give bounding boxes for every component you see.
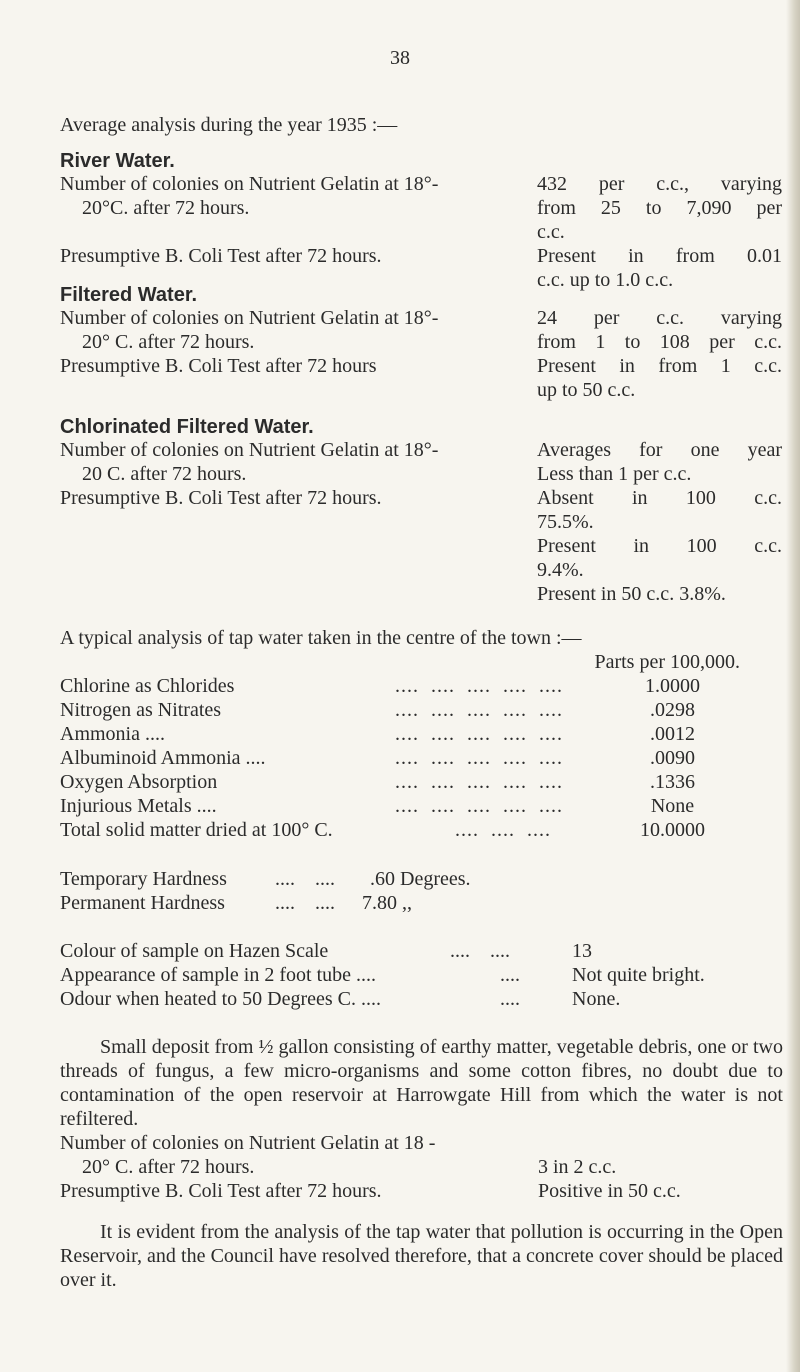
river-left-line: Presumptive B. Coli Test after 72 hours.: [60, 245, 382, 267]
deposit-test-row: [60, 1179, 783, 1203]
chlorinated-left-line: Number of colonies on Nutrient Gelatin at 18°-: [60, 439, 439, 461]
chlorinated-right-column: [537, 438, 782, 606]
analysis-value: .0090: [650, 747, 695, 769]
deposit-paragraph: Small deposit from ½ gallon consisting of earthy matter, vegetable debris, one or two threads of fungus, a few micro-organisms and some cotton fibres, no doubt due to contamination of the open reservoir at Harrowgate Hill from which the water is not refiltered.: [60, 1036, 783, 1130]
deposit-test-label: Number of colonies on Nutrient Gelatin at 18 -: [60, 1132, 436, 1154]
analysis-row: [60, 746, 740, 770]
analysis-value: .0012: [650, 723, 695, 745]
chlorinated-right-line: Present in 50 c.c. 3.8%.: [537, 583, 726, 605]
observation-value: None.: [572, 988, 621, 1010]
analysis-value: None: [650, 795, 695, 817]
river-right-line: c.c. up to 1.0 c.c.: [537, 269, 674, 291]
section-heading-river: River Water.: [60, 150, 175, 172]
river-right-line: Present in from 0.01: [537, 245, 782, 267]
chlorinated-right-line: 75.5%.: [537, 511, 594, 533]
leader-dots: .... .... .... .... ....: [395, 723, 563, 745]
river-left-column: [60, 172, 500, 268]
analysis-value: 1.0000: [645, 675, 700, 697]
section-heading-filtered: Filtered Water.: [60, 284, 198, 306]
intro-text: Average analysis during the year 1935 :—: [60, 114, 398, 136]
chlorinated-right-line: Present in 100 c.c.: [537, 535, 782, 557]
analysis-value: .1336: [650, 771, 695, 793]
filtered-right-line: from 1 to 108 per c.c.: [537, 331, 782, 353]
analysis-row: [60, 674, 740, 698]
observation-row: [60, 939, 780, 963]
analysis-label: Chlorine as Chlorides: [60, 675, 235, 697]
observation-value: 13: [572, 940, 592, 962]
filtered-right-line: up to 50 c.c.: [537, 379, 636, 401]
analysis-label: Total solid matter dried at 100° C.: [60, 819, 333, 841]
leader-dots: .... .... .... .... ....: [395, 747, 563, 769]
leader-dots: .... ....: [275, 892, 335, 914]
filtered-left-line: Presumptive B. Coli Test after 72 hours: [60, 355, 377, 377]
leader-dots: .... .... .... .... ....: [395, 699, 563, 721]
deposit-test-label: [60, 1155, 783, 1179]
analysis-label: Injurious Metals ....: [60, 795, 217, 817]
filtered-left-line: 20° C. after 72 hours.: [82, 331, 255, 353]
filtered-right-column: [537, 306, 782, 402]
spacer: [60, 220, 500, 244]
chlorinated-right-line: Less than 1 per c.c.: [537, 463, 692, 485]
chlorinated-right-line: Averages for one year: [537, 439, 782, 461]
observation-label: Appearance of sample in 2 foot tube ....: [60, 964, 377, 986]
analysis-label: Ammonia ....: [60, 723, 165, 745]
analysis-label: Nitrogen as Nitrates: [60, 699, 222, 721]
chlorinated-right-line: 9.4%.: [537, 559, 584, 581]
filtered-right-line: Present in from 1 c.c.: [537, 355, 782, 377]
section-heading-chlorinated: Chlorinated Filtered Water.: [60, 416, 314, 438]
hardness-label: Permanent Hardness: [60, 892, 225, 914]
leader-dots: .... .... .... .... ....: [395, 795, 563, 817]
deposit-test-value: 3 in 2 c.c.: [538, 1156, 617, 1178]
observation-row: [60, 987, 780, 1011]
hardness-row: [60, 891, 560, 915]
filtered-right-line: 24 per c.c. varying: [537, 307, 782, 329]
analysis-label: Albuminoid Ammonia ....: [60, 747, 266, 769]
river-left-line: 20°C. after 72 hours.: [82, 197, 250, 219]
chlorinated-right-line: Absent in 100 c.c.: [537, 487, 782, 509]
river-left-line: Number of colonies on Nutrient Gelatin at 18°-: [60, 173, 439, 195]
typical-units: Parts per 100,000.: [594, 651, 740, 673]
leader-dots: .... ....: [275, 868, 335, 890]
leader-dots: .... .... .... .... ....: [395, 771, 563, 793]
analysis-value: .0298: [650, 699, 695, 721]
filtered-left-line: Number of colonies on Nutrient Gelatin at 18°-: [60, 307, 439, 329]
hardness-value: .60 Degrees.: [370, 868, 471, 890]
page-number: 38: [390, 47, 410, 69]
hardness-label: Temporary Hardness: [60, 868, 227, 890]
analysis-row: [60, 818, 740, 842]
observation-label: Odour when heated to 50 Degrees C. ....: [60, 988, 382, 1010]
deposit-test-label-line: 20° C. after 72 hours.: [82, 1156, 255, 1178]
leader-dots: .... .... .... .... ....: [395, 675, 563, 697]
typical-intro: A typical analysis of tap water taken in the centre of the town :—: [60, 627, 582, 649]
analysis-value: 10.0000: [640, 819, 705, 841]
hardness-value: 7.80 ,,: [362, 892, 412, 914]
river-right-column: [537, 172, 782, 292]
river-right-line: 432 per c.c., varying: [537, 173, 782, 195]
analysis-row: [60, 794, 740, 818]
filtered-left-column: [60, 306, 500, 378]
observation-row: [60, 963, 780, 987]
hardness-row: [60, 867, 560, 891]
analysis-row: [60, 722, 740, 746]
leader-dots: .... .... ....: [455, 819, 551, 841]
conclusion-paragraph: It is evident from the analysis of the tap water that pollution is occurring in the Open Reservoir, and the Council have resolved therefore, that a concrete cover should be placed over it.: [60, 1221, 783, 1291]
observation-label: Colour of sample on Hazen Scale: [60, 940, 329, 962]
chlorinated-left-column: [60, 438, 500, 510]
leader-dots: .... ....: [450, 940, 510, 962]
chlorinated-left-line: Presumptive B. Coli Test after 72 hours.: [60, 487, 382, 509]
analysis-row: [60, 770, 740, 794]
leader-dots: ....: [500, 964, 520, 986]
deposit-test: [60, 1131, 783, 1203]
river-right-line: from 25 to 7,090 per: [537, 197, 782, 219]
chlorinated-left-line: 20 C. after 72 hours.: [82, 463, 247, 485]
analysis-label: Oxygen Absorption: [60, 771, 218, 793]
page-edge-shadow: [786, 0, 800, 1372]
deposit-test-label: Presumptive B. Coli Test after 72 hours.: [60, 1180, 382, 1202]
analysis-row: [60, 698, 740, 722]
deposit-test-value: Positive in 50 c.c.: [538, 1180, 681, 1202]
observation-value: Not quite bright.: [572, 964, 705, 986]
river-right-line: c.c.: [537, 221, 565, 243]
leader-dots: ....: [500, 988, 520, 1010]
